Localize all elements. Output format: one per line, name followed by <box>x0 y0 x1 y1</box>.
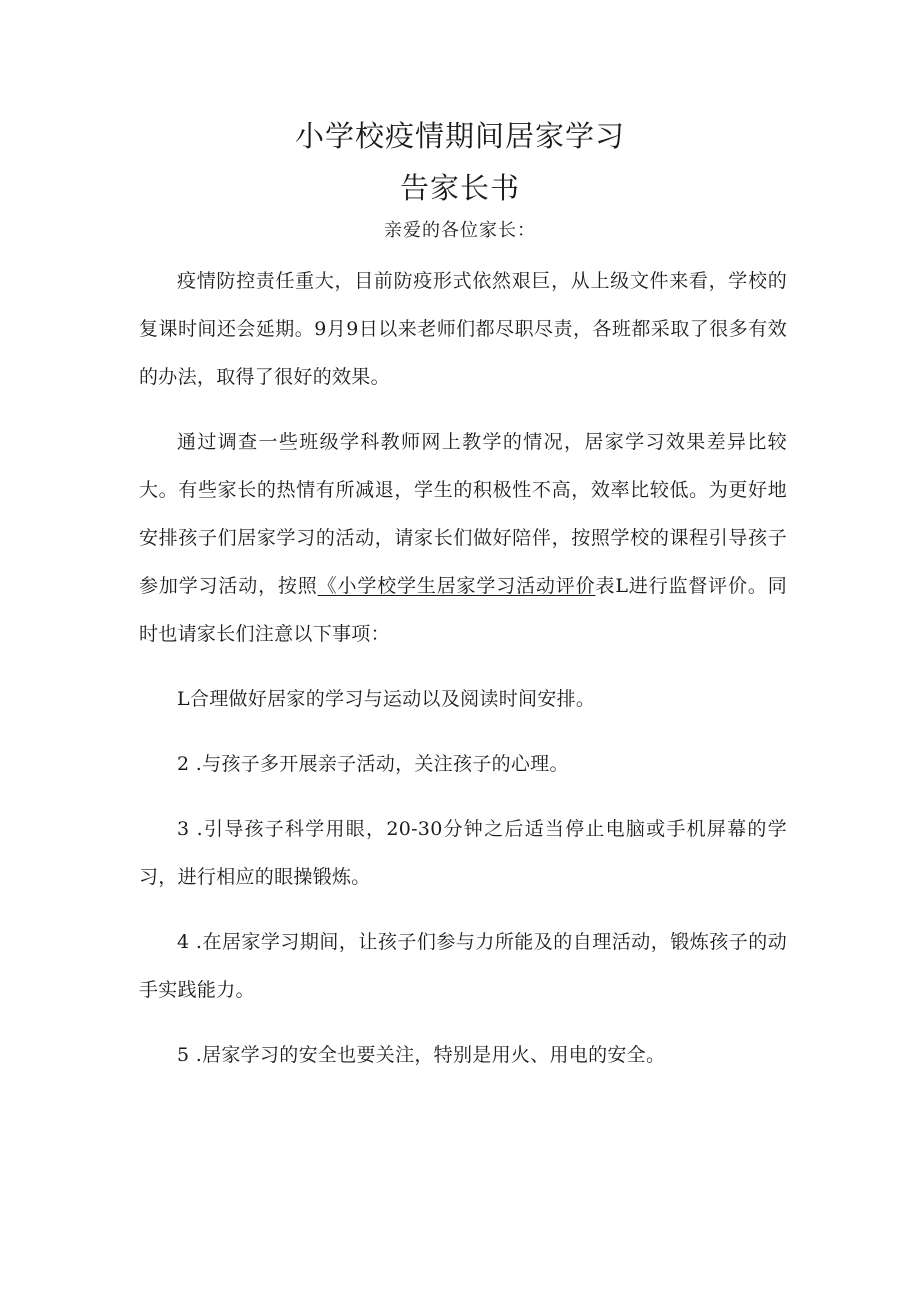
list-item-1: L合理做好居家的学习与运动以及阅读时间安排。 <box>177 688 596 710</box>
letter-body <box>139 257 787 1096</box>
list-item-2: 2 .与孩子多开展亲子活动，关注孩子的心理。 <box>177 753 569 775</box>
document-subtitle: 告家长书 <box>399 171 520 205</box>
list-item-3: 3 .引导孩子科学用眼，20-30分钟之后适当停止电脑或手机屏幕的学习，进行相应的眼操锻炼。 <box>139 818 787 888</box>
paragraph-2-text: 通过调查一些班级学科教师网上教学的情况，居家学习效果差异比较大。有些家长的热情有所减退，学生的积极性不高，效率比较低。为更好地安排孩子们居家学习的活动，请家长们做好陪伴，按照学校的课程引导孩子参加学习活动，按照 <box>139 431 787 597</box>
paragraph-2-text-end: 表L进行监督评价。同时也请家长们注意以下事项： <box>139 575 787 645</box>
list-item-5: 5 .居家学习的安全也要关注，特别是用火、用电的安全。 <box>177 1044 666 1066</box>
paragraph-1: 疫情防控责任重大，目前防疫形式依然艰巨，从上级文件来看，学校的复课时间还会延期。9月9日以来老师们都尽职尽责，各班都采取了很多有效的办法，取得了很好的效果。 <box>139 270 787 388</box>
list-item-4: 4 .在居家学习期间，让孩子们参与力所能及的自理活动，锻炼孩子的动手实践能力。 <box>139 931 787 1001</box>
document-title: 小学校疫情期间居家学习 <box>294 119 625 153</box>
salutation: 亲爱的各位家长： <box>384 220 536 241</box>
evaluation-form-reference: 《小学校学生居家学习活动评价 <box>317 575 596 597</box>
paragraph-2 <box>139 418 787 658</box>
